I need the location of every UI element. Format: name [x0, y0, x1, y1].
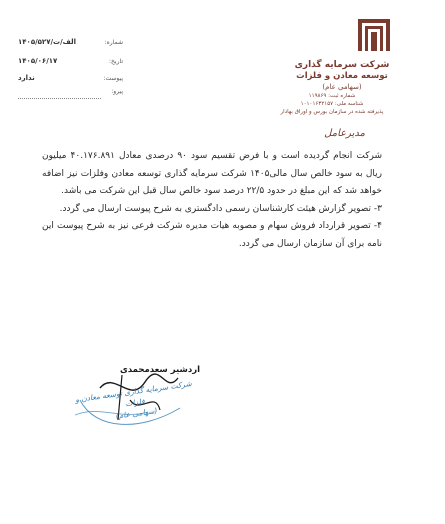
body-paragraph: شرکت انجام گردیده است و با فرض تقسیم سود ۹۰ درصدی معادل ۴۰.۱۷۶.۸۹۱ میلیون ریال به سود خالص سال مالی۱۴۰۵ شرکت سرمایه گذاری توسعه معادن وفلزات نیز اضافه خواهد شد که این مبلغ در حدود ۲۲/۵ درصد سود خالص سال قبل این شرکت می باشد.: [42, 151, 383, 196]
salutation-handwritten: مدیرعامل: [324, 128, 365, 139]
attachment-label: پیوست:: [103, 75, 123, 82]
company-type: (سهامی عام): [322, 83, 362, 91]
stamp-line1: شرکت سرمایه گذاری توسعه معادن و فلزات: [74, 378, 193, 409]
reference-dotted-line: [18, 98, 101, 99]
letter-body: [42, 148, 382, 253]
reference-field: [18, 87, 123, 99]
attachment-field: [18, 74, 123, 86]
company-name: [277, 60, 407, 93]
national-id: شناسه ملی: ۱۰۱۰۱۶۳۲۱۵۷: [300, 101, 364, 107]
company-logo-icon: [357, 18, 391, 52]
letter-number-label: شماره:: [104, 39, 123, 46]
list-item-4: ۴- تصویر قرارداد فروش سهام و مصوبه هیات مدیره شرکت فرعی نیز به شرح پیوست این نامه برای آن سازمان ارسال می گردد.: [42, 221, 382, 249]
letter-number-field: [18, 38, 123, 50]
signatory-name: اردشیر سعدمحمدی: [119, 365, 201, 375]
registration-info: [257, 92, 407, 116]
letter-number-value: ۱۴۰۵/الف/ت/۵۲۷: [18, 38, 76, 46]
letter-date-value: ۱۴۰۵/۰۶/۱۷: [18, 57, 58, 65]
attachment-value: ندارد: [18, 74, 35, 82]
stock-exchange-note: پذیرفته شده در سازمان بورس و اوراق بهادار: [280, 109, 384, 115]
letter-date-field: [18, 57, 123, 69]
company-name-line1: شرکت سرمایه گذاری: [294, 60, 390, 70]
stamp-line2: (سهامی عام): [115, 406, 158, 421]
company-name-line2: توسعه معادن و فلزات: [296, 71, 388, 81]
reference-label: پیرو:: [111, 88, 123, 95]
letter-date-label: تاریخ:: [109, 58, 123, 65]
list-item-3: ۳- تصویر گزارش هیئت کارشناسان رسمی دادگستری به شرح پیوست ارسال می گردد.: [59, 203, 382, 214]
registration-number: شماره ثبت: ۱۱۹۸۶۹: [308, 93, 356, 99]
